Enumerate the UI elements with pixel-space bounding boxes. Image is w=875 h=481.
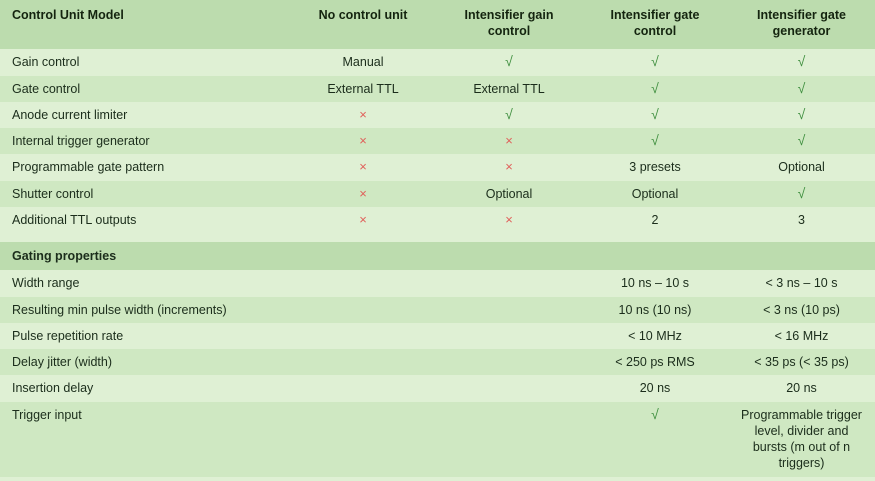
table-row: [0, 270, 875, 296]
column-header-gate-control: Intensifier gate control: [582, 0, 728, 49]
cross-icon: ×: [359, 106, 367, 122]
table-cell: [728, 181, 875, 207]
table-row: [0, 102, 875, 128]
table-row: [0, 402, 875, 477]
table-row: [0, 349, 875, 375]
check-icon: √: [797, 105, 806, 122]
table-row: [0, 323, 875, 349]
check-icon: √: [505, 53, 513, 70]
table-cell: [582, 49, 728, 75]
table-cell: [728, 49, 875, 75]
table-cell: [436, 270, 582, 296]
check-icon: √: [651, 405, 659, 422]
table-body: [0, 49, 875, 481]
table-cell: [436, 207, 582, 233]
table-tail-row: [0, 477, 875, 481]
table-cell: [728, 102, 875, 128]
table-cell: [290, 128, 436, 154]
check-icon: √: [505, 105, 513, 122]
header-row: [0, 0, 875, 49]
check-icon: √: [651, 132, 659, 148]
row-label: Delay jitter (width): [0, 349, 290, 375]
table-cell: < 16 MHz: [728, 323, 875, 349]
table-cell: 3 presets: [582, 154, 728, 180]
table-cell: [728, 76, 875, 102]
row-label: Insertion delay: [0, 375, 290, 401]
row-label: Shutter control: [0, 181, 290, 207]
table-cell: [436, 128, 582, 154]
check-icon: √: [797, 184, 806, 201]
table-cell: [290, 207, 436, 233]
table-cell: [582, 102, 728, 128]
tail-cell: [0, 477, 875, 481]
table-cell: 20 ns: [728, 375, 875, 401]
cross-icon: ×: [359, 211, 367, 227]
column-header-gate-generator: Intensifier gate generator: [728, 0, 875, 49]
column-header-gain-control: Intensifier gain control: [436, 0, 582, 49]
table-row: [0, 375, 875, 401]
table-cell: 2: [582, 207, 728, 233]
table-cell: [436, 297, 582, 323]
table-row: [0, 207, 875, 233]
table-cell: External TTL: [436, 76, 582, 102]
cross-icon: ×: [359, 185, 367, 201]
table-cell: [290, 402, 436, 477]
table-cell: [436, 375, 582, 401]
table-cell: Manual: [290, 49, 436, 75]
table-cell: [728, 128, 875, 154]
table-header: [0, 0, 875, 49]
table-row: [0, 297, 875, 323]
cross-icon: ×: [359, 133, 367, 148]
table-cell: [436, 349, 582, 375]
table-row: [0, 181, 875, 207]
table-cell: Optional: [582, 181, 728, 207]
table-cell: Optional: [728, 154, 875, 180]
row-label: Anode current limiter: [0, 102, 290, 128]
table-row: [0, 49, 875, 75]
table-cell: < 10 MHz: [582, 323, 728, 349]
cross-icon: ×: [505, 159, 513, 175]
row-label: Width range: [0, 270, 290, 296]
table-cell: < 35 ps (< 35 ps): [728, 349, 875, 375]
table-cell: [436, 323, 582, 349]
section-title: Gating properties: [0, 242, 875, 270]
table-cell: [290, 323, 436, 349]
check-icon: √: [797, 132, 806, 148]
table-cell: < 250 ps RMS: [582, 349, 728, 375]
table-cell: 10 ns – 10 s: [582, 270, 728, 296]
row-label: Gate control: [0, 76, 290, 102]
table-cell: Optional: [436, 181, 582, 207]
spacer-cell: [0, 233, 875, 242]
table-cell: [290, 297, 436, 323]
check-icon: √: [797, 53, 806, 70]
table-cell: [582, 76, 728, 102]
table-cell: [582, 402, 728, 477]
table-cell: [436, 154, 582, 180]
table-cell: 10 ns (10 ns): [582, 297, 728, 323]
row-label: Pulse repetition rate: [0, 323, 290, 349]
cross-icon: ×: [505, 133, 513, 148]
row-label: Trigger input: [0, 402, 290, 477]
check-icon: √: [651, 105, 659, 122]
check-icon: √: [651, 79, 659, 96]
table-cell: [290, 270, 436, 296]
table-cell: [582, 128, 728, 154]
cross-icon: ×: [359, 159, 367, 175]
table-cell: 3: [728, 207, 875, 233]
table-spacer-row: [0, 233, 875, 242]
table-section-row: [0, 242, 875, 270]
table-cell: [436, 49, 582, 75]
table-cell: [290, 181, 436, 207]
row-label: Gain control: [0, 49, 290, 75]
table-cell: [290, 349, 436, 375]
row-label: Internal trigger generator: [0, 128, 290, 154]
row-label: Additional TTL outputs: [0, 207, 290, 233]
table-cell: [290, 102, 436, 128]
cross-icon: ×: [505, 211, 513, 227]
table-cell: Programmable trigger level, divider and bursts (m out of n triggers): [728, 402, 875, 477]
row-label: Resulting min pulse width (increments): [0, 297, 290, 323]
table-row: [0, 154, 875, 180]
table-row: [0, 128, 875, 154]
check-icon: √: [651, 53, 659, 70]
table-cell: [436, 102, 582, 128]
table-cell: External TTL: [290, 76, 436, 102]
table-cell: 20 ns: [582, 375, 728, 401]
check-icon: √: [797, 79, 806, 96]
row-label: Programmable gate pattern: [0, 154, 290, 180]
table-cell: [290, 154, 436, 180]
table-cell: [436, 402, 582, 477]
column-header-no-control-unit: No control unit: [290, 0, 436, 49]
table-cell: < 3 ns – 10 s: [728, 270, 875, 296]
table-cell: < 3 ns (10 ps): [728, 297, 875, 323]
table-cell: [290, 375, 436, 401]
table-row: [0, 76, 875, 102]
column-header-model: Control Unit Model: [0, 0, 290, 49]
